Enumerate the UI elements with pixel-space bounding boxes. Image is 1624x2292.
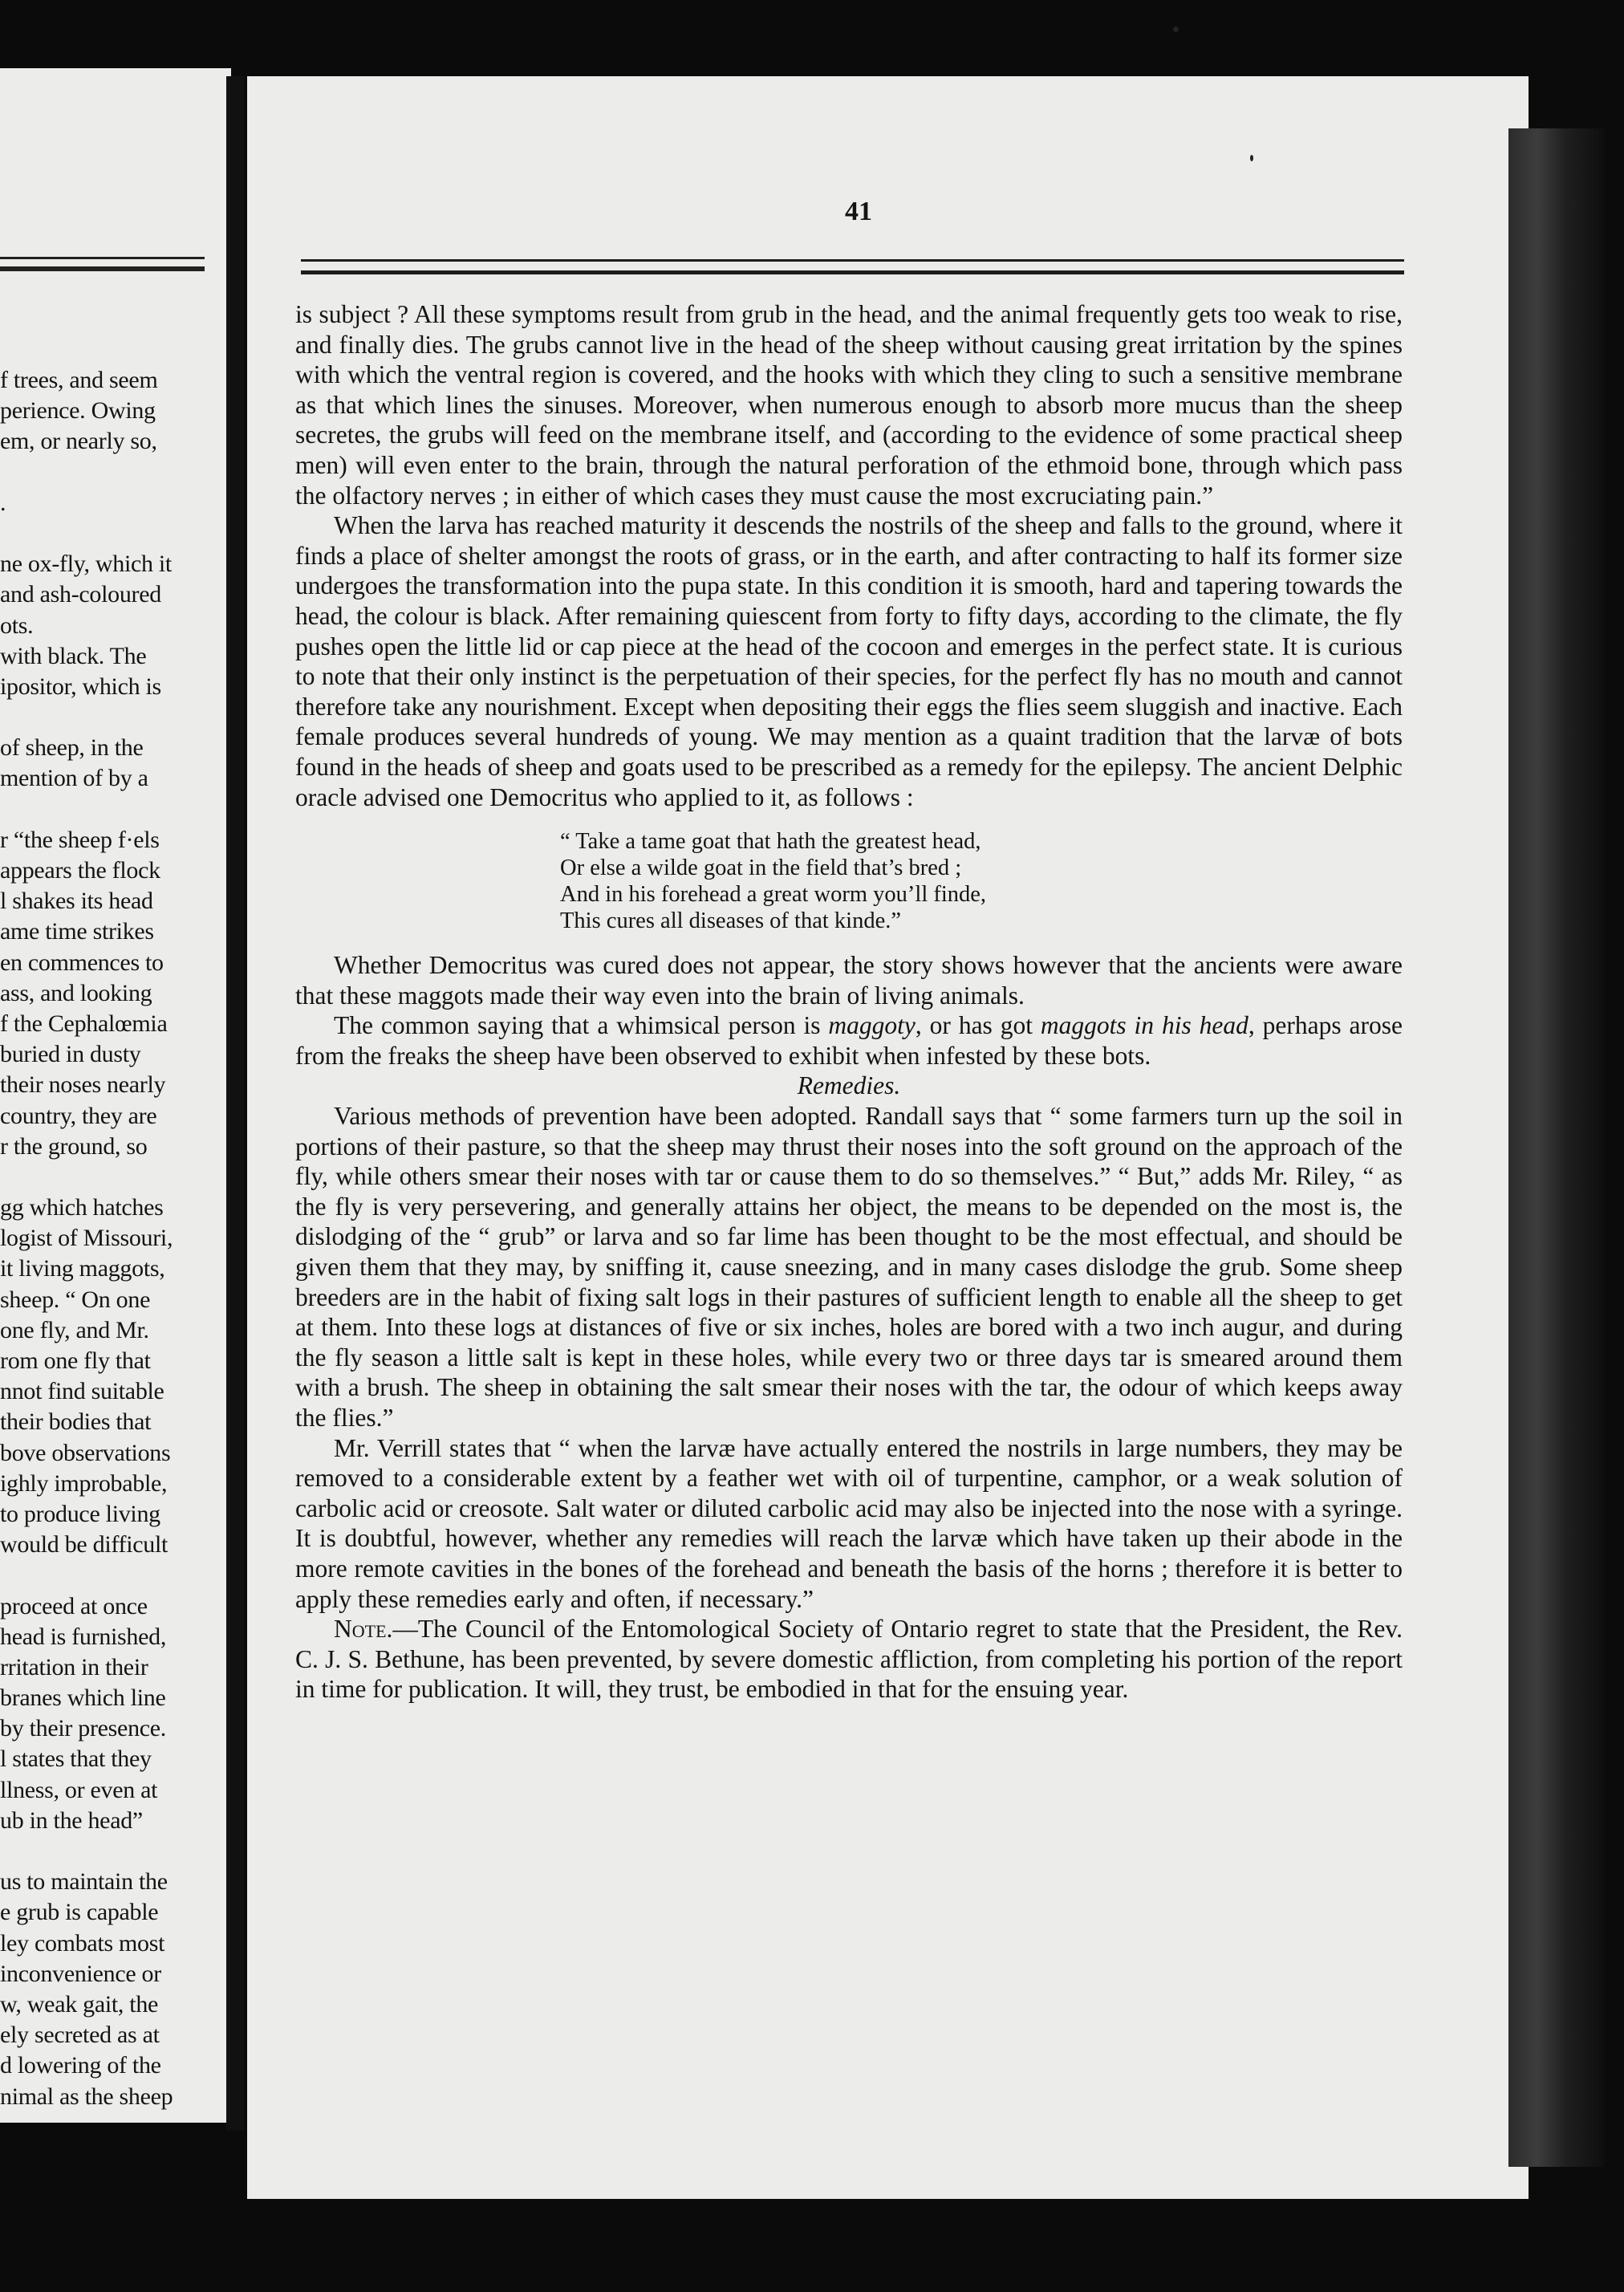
left-page-rule [0,257,205,259]
left-text-fragment: their noses nearly [0,1071,166,1099]
left-text-fragment: would be difficult [0,1531,168,1558]
header-rule [301,259,1404,262]
left-text-fragment: en commences to [0,949,164,976]
verse-line: Or else a wilde goat in the field that’s bred ; [560,855,962,881]
scan-speck [1250,155,1253,161]
left-text-fragment [0,702,205,733]
paragraph [295,1010,1403,1071]
left-text-fragment: nimal as the sheep [0,2083,173,2110]
left-text-fragment [0,1836,205,1867]
text-run: , or has got [915,1011,1041,1040]
note-text: —The Council of the Entomological Society of Ontario regret to state that the President, the Rev. C. J. S. Bethune, has been prevented, by severe domestic affliction, from completing his portion of the report in time for publication. It will, they trust, be embodied in that for the ensuing year. [295,1615,1403,1704]
scan-speck [1173,26,1179,32]
left-text-fragment: branes which line [0,1684,166,1712]
left-text-fragment: ely secreted as at [0,2022,160,2049]
left-text-fragment: f the Cephalœmia [0,1010,168,1037]
quoted-verse [560,828,1403,934]
note-label: Note. [334,1615,393,1644]
left-text-fragment: their bodies that [0,1408,152,1436]
left-text-fragment: of sheep, in the [0,734,144,762]
verse-line: This cures all diseases of that kinde.” [560,908,901,934]
left-text-fragment: rom one fly that [0,1347,151,1374]
paragraph: Various methods of prevention have been adopted. Randall says that “ some farmers turn up the soil in portions of their pasture, so that the sheep may thrust their noses into the soft ground on the approach of the fly, while others smear their noses with tar or cause them to do so themselves.” “ But,” adds Mr. Riley, “ as the fly is very persevering, and generally attains her object, the means to be depended on the most is, the dislodging of the “ grub” or larva and so far lime has been thought to be the most effectual, and should be given them that they may, by sniffing it, cause sneezing, and in many cases dislodge the grub. Some sheep breeders are in the habit of fixing salt logs in their pastures of sufficient length to enable all the sheep to get at them. Into these logs at distances of five or six inches, holes are bored with a two inch augur, and during the fly season a little salt is kept in these holes, while every two or three days tar is smeared around them with a brush. The sheep in obtaining the salt smear their noses with the tar, the odour of which keeps away the flies.” [295,1102,1403,1432]
left-text-fragment: gg which hatches [0,1194,164,1221]
left-text-fragment [0,457,205,488]
left-text-fragment: ame time strikes [0,918,154,945]
left-text-fragment [0,1162,205,1193]
left-text-fragment: nnot find suitable [0,1378,164,1405]
left-text-fragment: sheep. “ On one [0,1286,151,1313]
left-page-rule-thick [0,266,205,271]
paragraph: When the larva has reached maturity it descends the nostrils of the sheep and falls to the ground, where it finds a place of shelter amongst the roots of grass, or in the earth, and after contracting to half its former size undergoes the transformation into the pupa state. In this condition it is smooth, hard and tapering towards the head, the colour is black. After remaining quiescent from forty to fifty days, according to the climate, the fly pushes open the little lid or cap piece at the head of the cocoon and emerges in the perfect state. It is curious to note that their only instinct is the perpetuation of their species, for the perfect fly has no mouth and cannot therefore take any nourishment. Except when depositing their eggs the flies seem sluggish and inactive. Each female produces several hundreds of young. We may mention as a quaint tradition that the larvæ of bots found in the heads of sheep and goats used to be prescribed as a remedy for the epilepsy. The ancient Delphic oracle advised one Democritus who applied to it, as follows : [295,511,1403,811]
verse-line: “ Take a tame goat that hath the greatest head, [560,829,981,855]
left-text-fragment: logist of Missouri, [0,1225,173,1252]
paragraph: Mr. Verrill states that “ when the larvæ have actually entered the nostrils in large numbers, they may be removed to a considerable extent by a feather wet with oil of turpentine, camphor, or a weak solution of carbolic acid or creosote. Salt water or diluted carbolic acid may also be injected into the nose with a syringe. It is doubtful, however, whether any remedies will reach the larvæ which have taken up their abode in the more remote cavities in the bones of the forehead and beneath the basis of the horns ; therefore it is better to apply these remedies early and often, if necessary.” [295,1433,1403,1613]
left-text-fragment: r the ground, so [0,1132,148,1160]
page-number: 41 [845,197,872,226]
main-text [295,299,1403,1705]
left-text-fragment: to produce living [0,1500,160,1527]
left-text-fragment: one fly, and Mr. [0,1316,149,1343]
left-text-fragment [0,1560,205,1591]
left-text-fragment: ley combats most [0,1929,165,1957]
left-text-fragment: ne ox-fly, which it [0,551,172,578]
italic-term: maggoty [828,1011,916,1040]
left-text-fragment: country, they are [0,1102,157,1129]
left-text-fragment: d lowering of the [0,2052,161,2079]
note-paragraph [295,1614,1403,1705]
left-text-fragment: by their presence. [0,1715,167,1742]
left-text-fragment: ots. [0,612,34,639]
left-text-fragment: head is furnished, [0,1623,167,1650]
left-text-fragment: f trees, and seem [0,367,158,393]
left-text-fragment [0,518,205,549]
paragraph: is subject ? All these symptoms result from grub in the head, and the animal frequently gets too weak to rise, and finally dies. The grubs cannot live in the head of the sheep without causing great irritation by the spines with which the ventral region is covered, and the hooks with which they cling to such a sensitive membrane as that which lines the sinuses. Moreover, when numerous enough to absorb more mucus than the sheep secretes, the grubs will feed on the membrane itself, and (according to the evidence of some practical sheep men) will even enter to the brain, through the natural perforation of the ethmoid bone, through which pass the olfactory nerves ; in either of which cases they must cause the most excruciating pain.” [295,300,1403,510]
left-text-fragment: perience. Owing [0,397,156,425]
left-text-fragment: it living maggots, [0,1255,165,1282]
left-text-fragment: us to maintain the [0,1868,168,1896]
left-text-fragment: rritation in their [0,1653,148,1680]
text-run: The common saying that a whimsical person is [334,1011,829,1040]
left-text-fragment [0,794,205,825]
left-text-fragment: ipositor, which is [0,673,161,700]
left-text-fragment: em, or nearly so, [0,428,157,455]
italic-term: maggots in his head [1040,1011,1248,1040]
left-text-fragment: ighly improbable, [0,1469,168,1497]
left-text-fragment: l states that they [0,1745,152,1773]
left-text-fragment: l shakes its head [0,888,153,915]
paragraph: Whether Democritus was cured does not appear, the story shows however that the ancients were aware that these maggots made their way even into the brain of living animals. [295,951,1403,1010]
left-text-fragment: llness, or even at [0,1776,158,1803]
left-text-fragment: inconvenience or [0,1960,161,1987]
left-text-fragment: r “the sheep f·els [0,826,160,853]
header-rule-thick [301,270,1404,274]
left-page [0,68,231,2123]
left-text-fragment: w, weak gait, the [0,1990,159,2018]
section-heading: Remedies. [797,1071,901,1100]
left-text-fragment: . [0,489,6,516]
text-run: , perhaps arose from the freaks the sheep have been observed to exhibit when infested by these bots. [295,1011,1403,1070]
book-gutter [226,76,244,2131]
left-text-fragment: buried in dusty [0,1041,141,1068]
left-text-fragment: appears the flock [0,857,160,884]
book-page-edges [1508,128,1605,2167]
left-text-fragment: and ash-coloured [0,581,161,608]
left-text-fragment: proceed at once [0,1592,148,1619]
left-text-fragment: with black. The [0,642,147,669]
left-text-fragment: e grub is capable [0,1899,159,1926]
left-text-fragment: mention of by a [0,765,148,792]
verse-line: And in his forehead a great worm you’ll finde, [560,882,987,908]
left-text-fragment: ass, and looking [0,979,152,1006]
left-text-fragment: ub in the head” [0,1806,143,1834]
left-text-fragment: bove observations [0,1439,171,1466]
left-page-text-fragments [0,365,205,2112]
